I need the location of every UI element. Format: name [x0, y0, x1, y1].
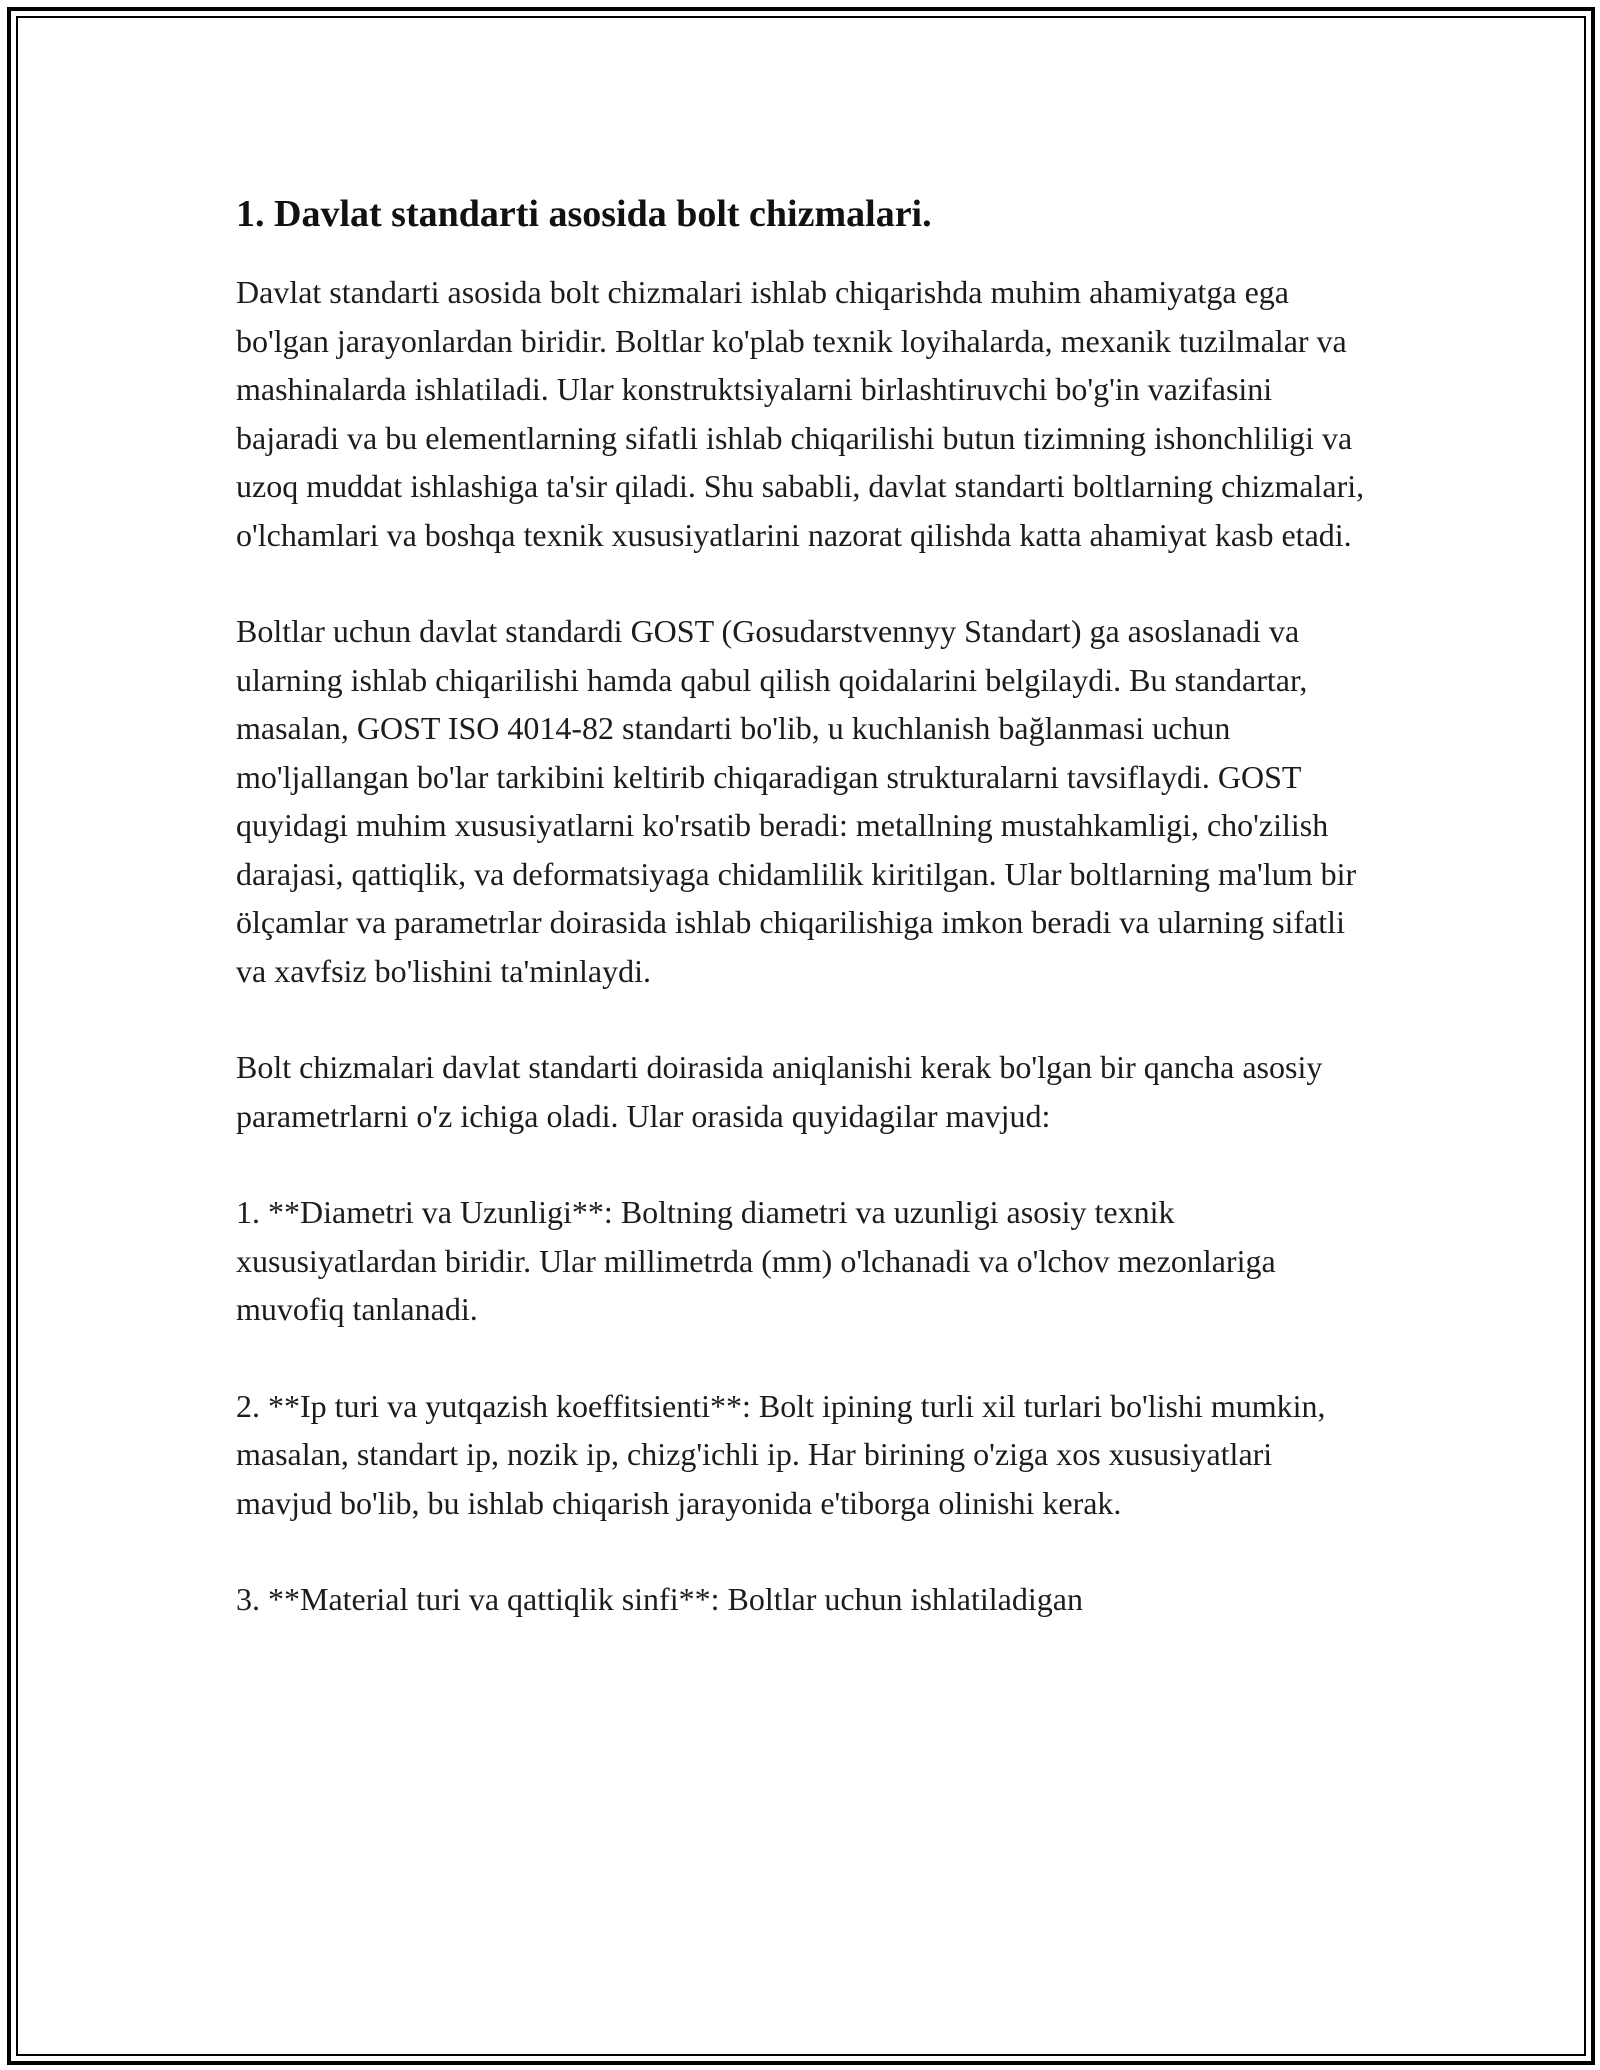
section-heading: 1. Davlat standarti asosida bolt chizmalari.: [236, 193, 932, 235]
document-body: [236, 186, 1376, 1672]
list-item-material: 3. **Material turi va qattiqlik sinfi**: Boltlar uchun ishlatiladigan: [236, 1581, 1083, 1617]
paragraph-parameters: Bolt chizmalari davlat standarti doirasida aniqlanishi kerak bo'lgan bir qancha asosiy parametrlarni o'z ichiga oladi. Ular orasida quyidagilar mavjud:: [236, 1049, 1323, 1134]
list-item-thread-type: 2. **Ip turi va yutqazish koeffitsienti**: Bolt ipining turli xil turlari bo'lishi mumkin, masalan, standart ip, nozik ip, chizg'ichli ip. Har birining o'ziga xos xususiyatlari mavjud bo'lib, bu ishlab chiqarish jarayonida e'tiborga olinishi kerak.: [236, 1387, 1326, 1521]
paragraph-intro: Davlat standarti asosida bolt chizmalari ishlab chiqarishda muhim ahamiyatga ega bo'lgan jarayonlardan biridir. Boltlar ko'plab texnik loyihalarda, mexanik tuzilmalar va mashinalarda ishlatiladi. Ular konstruktsiyalarni birlashtiruvchi bo'g'in vazifasini bajaradi va bu elementlarning sifatli ishlab chiqarilishi butun tizimning ishonchliligi va uzoq muddat ishlashiga ta'sir qiladi. Shu sababli, davlat standarti boltlarning chizmalari, o'lchamlari va boshqa texnik xususiyatlarini nazorat qilishda katta ahamiyat kasb etadi.: [236, 274, 1365, 553]
paragraph-gost: Boltlar uchun davlat standardi GOST (Gosudarstvennyy Standart) ga asoslanadi va ularning ishlab chiqarilishi hamda qabul qilish qoidalarini belgilaydi. Bu standartar, masalan, GOST ISO 4014-82 standarti bo'lib, u kuchlanish bağlanmasi uchun mo'ljallangan bo'lar tarkibini keltirib chiqaradigan strukturalarni tavsiflaydi. GOST quyidagi muhim xususiyatlarni ko'rsatib beradi: metallning mustahkamligi, cho'zilish darajasi, qattiqlik, va deformatsiyaga chidamlilik kiritilgan. Ular boltlarning ma'lum bir ölçamlar va parametrlar doirasida ishlab chiqarilishiga imkon beradi va ularning sifatli va xavfsiz bo'lishini ta'minlaydi.: [236, 613, 1357, 989]
list-item-diameter-length: 1. **Diametri va Uzunligi**: Boltning diametri va uzunligi asosiy texnik xususiyatlardan biridir. Ular millimetrda (mm) o'lchanadi va o'lchov mezonlariga muvofiq tanlanadi.: [236, 1194, 1276, 1327]
